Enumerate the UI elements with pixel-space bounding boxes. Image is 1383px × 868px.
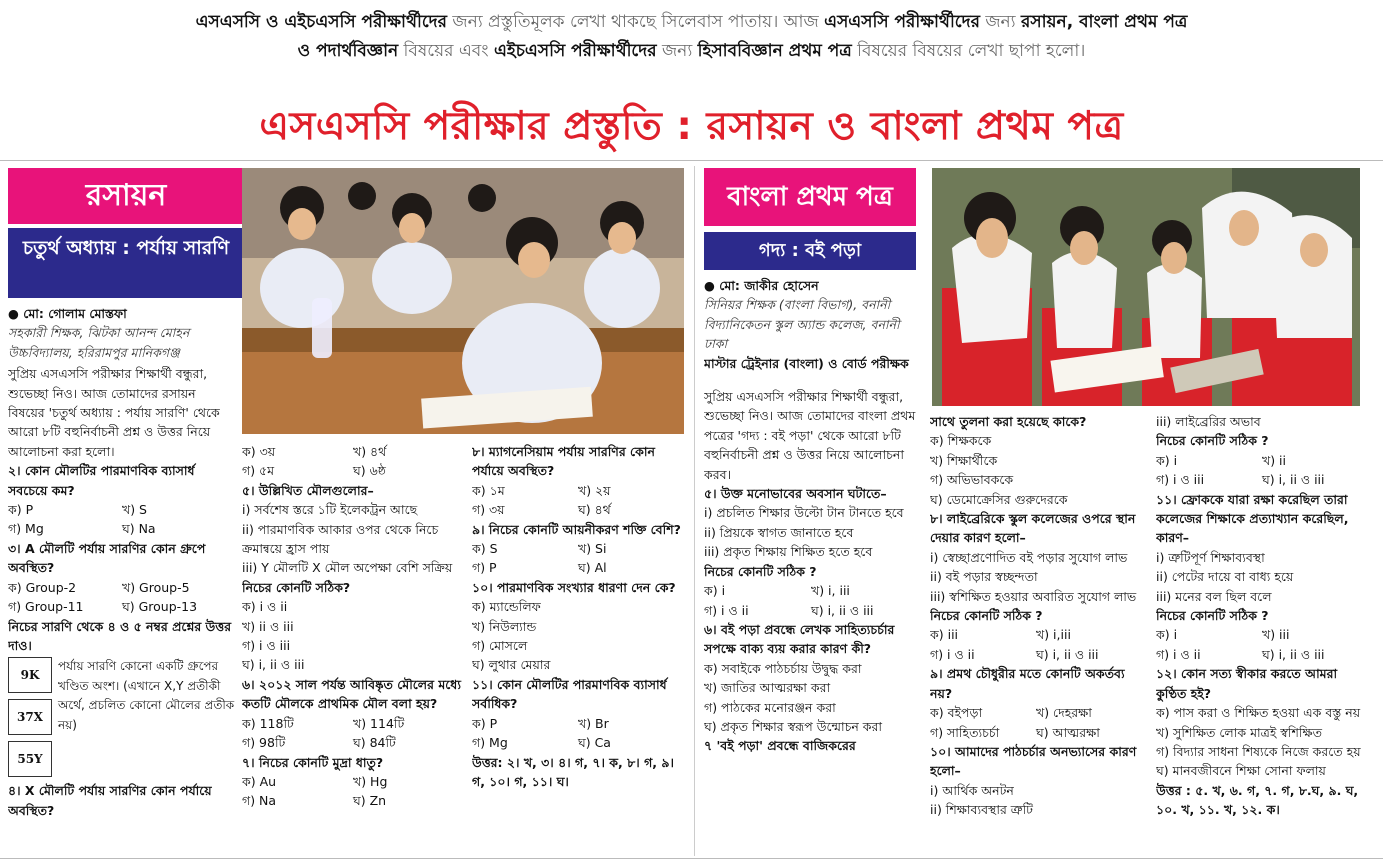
option: ক) ৩য় [242, 444, 276, 459]
page-headline: এসএসসি পরীক্ষার প্রস্তুতি : রসায়ন ও বাংলা প্রথম পত্র [259, 104, 1124, 149]
option: খ) জাতির আত্মরক্ষা করা [704, 680, 831, 696]
option: ক) i [704, 583, 726, 599]
divider [0, 858, 1383, 859]
option: গ) ৫ম [242, 463, 275, 479]
option: ক) S [472, 541, 498, 557]
intro-bold: হিসাববিজ্ঞান প্রথম পত্র [697, 41, 852, 61]
element-symbol: 55Y [8, 741, 52, 777]
author-role: সিনিয়র শিক্ষক (বাংলা বিভাগ), বনানী বিদ্যানিকেতন স্কুল অ্যান্ড কলেজ, বনানী ঢাকা [704, 297, 900, 352]
statement: ii) পেটের দায়ে বা বাধ্য হয়ে [1156, 569, 1294, 585]
chemistry-column-1 [8, 304, 236, 852]
question: ১২। কোন সত্য স্বীকার করতে আমরা কুণ্ঠিত হই? [1156, 666, 1338, 701]
option: ঘ) প্রকৃত শিক্ষার স্বরূপ উন্মোচন করা [704, 718, 883, 734]
intro-bold: রসায়ন, বাংলা প্রথম পত্র [1021, 12, 1188, 32]
option: গ) ৩য় [472, 502, 505, 518]
option: ঘ) Zn [353, 793, 387, 809]
question: ৬। বই পড়া প্রবন্ধে লেখক সাহিত্যচর্চার সপক্ষে বাক্য ব্যয় করার কারণ কী? [704, 621, 895, 657]
option: ঘ) i, ii ও iii [811, 602, 874, 618]
option: গ) i ও ii [1156, 646, 1201, 662]
question: ৮। ম্যাগনেসিয়াম পর্যায় সারণির কোন পর্যায়ে অবস্থিত? [472, 444, 655, 479]
author-name: ● মো: জাকীর হোসেন [704, 278, 819, 293]
option: গ) i ও ii [704, 602, 749, 618]
option: গ) i ও iii [1156, 472, 1205, 488]
statement: iii) প্রকৃত শিক্ষায় শিক্ষিত হতে হবে [704, 544, 873, 560]
option: খ) i,iii [1036, 627, 1071, 643]
option: ক) 118টি [242, 715, 294, 731]
question: সাথে তুলনা করা হয়েছে কাকে? [930, 414, 1087, 429]
option: ঘ) i, ii ও iii [1262, 472, 1325, 488]
option: খ) দেহরক্ষা [1036, 705, 1092, 721]
option: ঘ) i, ii ও iii [1036, 646, 1099, 662]
option: ক) Group-2 [8, 579, 77, 595]
option: গ) i ও iii [242, 638, 291, 654]
question: নিচের কোনটি সঠিক ? [704, 563, 817, 579]
table-note: পর্যায় সারণি কোনো একটি গ্রুপের খণ্ডিত অংশ। (এখানে X,Y প্রতীকী অর্থে, প্রচলিত কোনো মৌলের প্রতীক নয়) [58, 659, 235, 732]
question: ৫। উল্লিখিত মৌলগুলোর– [242, 482, 374, 498]
author-credential: মাস্টার ট্রেইনার (বাংলা) ও বোর্ড পরীক্ষক [704, 355, 909, 371]
option: খ) ২য় [578, 482, 611, 498]
option: খ) i, iii [811, 583, 850, 599]
option: ক) i [1156, 452, 1178, 468]
option: ক) বইপড়া [930, 705, 983, 721]
question-stem: নিচের সারণি থেকে ৪ ও ৫ নম্বর প্রশ্নের উত্তর দাও। [8, 618, 232, 653]
statement: iii) লাইব্রেরির অভাব [1156, 414, 1261, 429]
option: গ) সাহিত্যচর্চা [930, 724, 1000, 740]
option: খ) ii ও iii [242, 618, 294, 634]
question: ৪। X মৌলটি পর্যায় সারণির কোন পর্যায়ে অবস্থিত? [8, 783, 212, 818]
element-symbol: 37X [8, 699, 52, 735]
option: খ) Hg [353, 773, 388, 789]
option: খ) শিক্ষার্থীকে [930, 452, 998, 468]
statement: iii) Y মৌলটি X মৌল অপেক্ষা বেশি সক্রিয় [242, 560, 453, 576]
question: নিচের কোনটি সঠিক ? [1156, 433, 1269, 449]
option: ক) ম্যান্ডেলিফ [472, 599, 541, 615]
option: ঘ) লুথার মেয়ার [472, 657, 551, 673]
option: ক) Au [242, 773, 277, 789]
option: গ) i ও ii [930, 646, 975, 662]
option: ক) সবাইকে পাঠচর্চায় উদ্বুদ্ধ করা [704, 660, 862, 676]
option: ক) i ও ii [242, 599, 288, 615]
question: ৯। নিচের কোনটি আয়নীকরণ শক্তি বেশি? [472, 521, 681, 537]
option: ঘ) মানবজীবনে শিক্ষা সোনা ফলায় [1156, 763, 1326, 779]
statement: ii) পারমাণবিক আকার ওপর থেকে নিচে ক্রমান্বয়ে হ্রাস পায় [242, 521, 439, 557]
option: গ) Mg [472, 735, 508, 751]
option: গ) Group-11 [8, 599, 84, 615]
classroom-photo [242, 168, 684, 434]
question: ৫। উক্ত মনোভাবের অবসান ঘটাতে– [704, 486, 887, 502]
option: খ) সুশিক্ষিত লোক মাত্রই স্বশিক্ষিত [1156, 724, 1322, 740]
statement: i) আর্থিক অনটন [930, 782, 1014, 798]
intro-text: জন্য [656, 41, 698, 61]
option: ক) i [1156, 627, 1178, 643]
bangla-section-title: বাংলা প্রথম পত্র [704, 168, 916, 226]
question: ৭ 'বই পড়া' প্রবন্ধে বাজিকরের [704, 738, 856, 754]
bangla-chapter-title: গদ্য : বই পড়া [704, 232, 916, 270]
option: ক) P [8, 502, 34, 518]
intro-bold: এসএসসি পরীক্ষার্থীদের [824, 12, 980, 32]
intro-text: জন্য [979, 12, 1022, 32]
bangla-column-1 [704, 276, 918, 852]
option: গ) Mg [8, 521, 44, 537]
option: গ) Na [242, 793, 277, 809]
option: গ) মোসলে [472, 638, 528, 654]
statement: i) সর্বশেষ স্তরে ১টি ইলেকট্রন আছে [242, 502, 418, 518]
statement: ii) বই পড়ার স্বচ্ছন্দতা [930, 569, 1038, 585]
option: ঘ) i, ii ও iii [242, 657, 305, 673]
option: ক) শিক্ষককে [930, 433, 992, 449]
statement: ii) প্রিয়কে স্বাগত জানাতে হবে [704, 524, 854, 540]
chemistry-section-title: রসায়ন [8, 168, 244, 224]
option: খ) Br [578, 715, 609, 731]
option: ঘ) Na [122, 521, 156, 537]
question: নিচের কোনটি সঠিক? [242, 579, 351, 595]
statement: iii) মনের বল ছিল বলে [1156, 588, 1272, 604]
option: গ) পাঠকের মনোরঞ্জন করা [704, 699, 836, 715]
statement: i) স্বেচ্ছাপ্রণোদিত বই পড়ার সুযোগ লাভ [930, 549, 1128, 565]
option: গ) অভিভাবককে [930, 472, 1014, 488]
option: ক) iii [930, 627, 959, 643]
option: খ) iii [1262, 627, 1290, 643]
option: খ) 114টি [353, 715, 405, 731]
element-table [8, 657, 236, 777]
statement: iii) স্বশিক্ষিত হওয়ার অবারিত সুযোগ লাভ [930, 588, 1137, 604]
greeting-text: সুপ্রিয় এসএসসি পরীক্ষার শিক্ষার্থী বন্ধুরা, শুভেচ্ছা নিও। আজ তোমাদের বাংলা প্রথম পত্রের 'গদ্য : বই পড়া' থেকে আরো ৮টি বহুনির্বাচনী প্রশ্ন ও উত্তর নিয়ে আলোচনা করব। [704, 389, 916, 482]
question: ১০। আমাদের পাঠচর্চার অনভ্যাসের কারণ হলো– [930, 743, 1137, 779]
option: ঘ) ডেমোক্রেসির গুরুদেরকে [930, 491, 1068, 507]
question: ২। কোন মৌলটির পারমাণবিক ব্যাসার্ধ সবচেয়ে কম? [8, 463, 195, 498]
option: ঘ) 84টি [353, 735, 396, 751]
option: খ) S [122, 502, 147, 518]
option: ঘ) ৪র্থ [578, 502, 611, 518]
question: ৭। নিচের কোনটি মুদ্রা ধাতু? [242, 754, 384, 770]
chemistry-chapter-title: চতুর্থ অধ্যায় : পর্যায় সারণি [8, 228, 244, 298]
intro-text: বিষয়ের এবং [398, 41, 494, 61]
option: ঘ) আত্মরক্ষা [1036, 724, 1100, 740]
question: নিচের কোনটি সঠিক ? [1156, 608, 1269, 624]
option: ঘ) Al [578, 560, 607, 576]
option: গ) 98টি [242, 735, 286, 751]
option: খ) নিউল্যান্ড [472, 618, 537, 634]
statement: ii) শিক্ষাব্যবস্থার ত্রুটি [930, 802, 1033, 818]
option: গ) বিদ্যার সাধনা শিষ্যকে নিজে করতে হয় [1156, 743, 1361, 759]
answer-key: উত্তর: ২। খ, ৩। ৪। গ, ৭। ক, ৮। গ, ৯। গ, ১০। গ, ১১। ঘ। [472, 754, 674, 789]
statement: i) প্রচলিত শিক্ষার উল্টো টান টানতে হবে [704, 505, 904, 521]
bangla-column-3 [1156, 412, 1368, 852]
element-symbol: 9K [8, 657, 52, 693]
question: ১০। পারমাণবিক সংখ্যার ধারণা দেন কে? [472, 579, 676, 595]
option: গ) P [472, 560, 497, 576]
intro-note [0, 8, 1383, 66]
intro-text: জন্য প্রস্তুতিমূলক লেখা থাকছে সিলেবাস পাতায়। আজ [446, 12, 825, 32]
bangla-column-2 [930, 412, 1142, 852]
option: ঘ) i, ii ও iii [1262, 646, 1325, 662]
statement: i) ত্রুটিপূর্ণ শিক্ষাব্যবস্থা [1156, 549, 1265, 565]
answer-key: উত্তর : ৫. খ, ৬. গ, ৭. গ, ৮.ঘ, ৯. ঘ, ১০. খ, ১১. খ, ১২. ক। [1156, 782, 1359, 818]
option: খ) ii [1262, 452, 1287, 468]
option: ক) P [472, 715, 498, 731]
question: নিচের কোনটি সঠিক ? [930, 608, 1043, 624]
question: ৬। ২০১২ সাল পর্যন্ত আবিষ্কৃত মৌলের মধ্যে কতটি মৌলকে প্রাথমিক মৌল বলা হয়? [242, 676, 461, 712]
greeting-text: সুপ্রিয় এসএসসি পরীক্ষার শিক্ষার্থী বন্ধুরা, শুভেচ্ছা নিও। আজ তোমাদের রসায়ন বিষয়ের 'চতুর্থ অধ্যায় : পর্যায় সারণি' থেকে আরো ৮টি বহুনির্বাচনী প্রশ্ন ও উত্তর নিয়ে আলোচনা করা হলো। [8, 366, 220, 459]
author-name: ● মো: গোলাম মোস্তফা [8, 306, 127, 321]
intro-bold: এসএসসি ও এইচএসসি পরীক্ষার্থীদের [195, 12, 447, 32]
divider [0, 160, 1383, 161]
students-reading-photo [932, 168, 1360, 406]
option: খ) Group-5 [122, 579, 190, 595]
option: ঘ) Ca [578, 735, 611, 751]
chemistry-column-2 [242, 442, 464, 852]
author-role: সহকারী শিক্ষক, ঝিটকা আনন্দ মোহন উচ্চবিদ্যালয়, হরিরামপুর মানিকগঞ্জ [8, 325, 190, 360]
question: ১১। ফ্রোককে যারা রক্ষা করেছিল তারা কলেজের শিক্ষাকে প্রত্যাখ্যান করেছিল, কারণ– [1156, 491, 1349, 546]
option: ঘ) ৬ষ্ঠ [353, 463, 386, 479]
intro-bold: ও পদার্থবিজ্ঞান [297, 41, 399, 61]
option: খ) ৪র্থ [353, 444, 387, 459]
chemistry-column-3 [472, 442, 684, 852]
question: ১১। কোন মৌলটির পারমাণবিক ব্যাসার্ধ সর্বাধিক? [472, 676, 667, 712]
intro-text: বিষয়ের বিষয়ের লেখা ছাপা হলো। [851, 41, 1086, 61]
option: ক) ১ম [472, 482, 505, 498]
intro-bold: এইচএসসি পরীক্ষার্থীদের [493, 41, 657, 61]
option: ক) পাস করা ও শিক্ষিত হওয়া এক বস্তু নয় [1156, 705, 1361, 721]
question: ৮। লাইব্রেরিকে স্কুল কলেজের ওপরে স্থান দেয়ার কারণ হলো– [930, 511, 1136, 546]
option: খ) Si [578, 541, 607, 557]
column-divider [694, 166, 695, 856]
question: ৩। A মৌলটি পর্যায় সারণির কোন গ্রুপে অবস্থিত? [8, 540, 206, 576]
option: ঘ) Group-13 [122, 599, 198, 615]
question: ৯। প্রমথ চৌধুরীর মতে কোনটি অকর্তব্য নয়? [930, 666, 1125, 701]
